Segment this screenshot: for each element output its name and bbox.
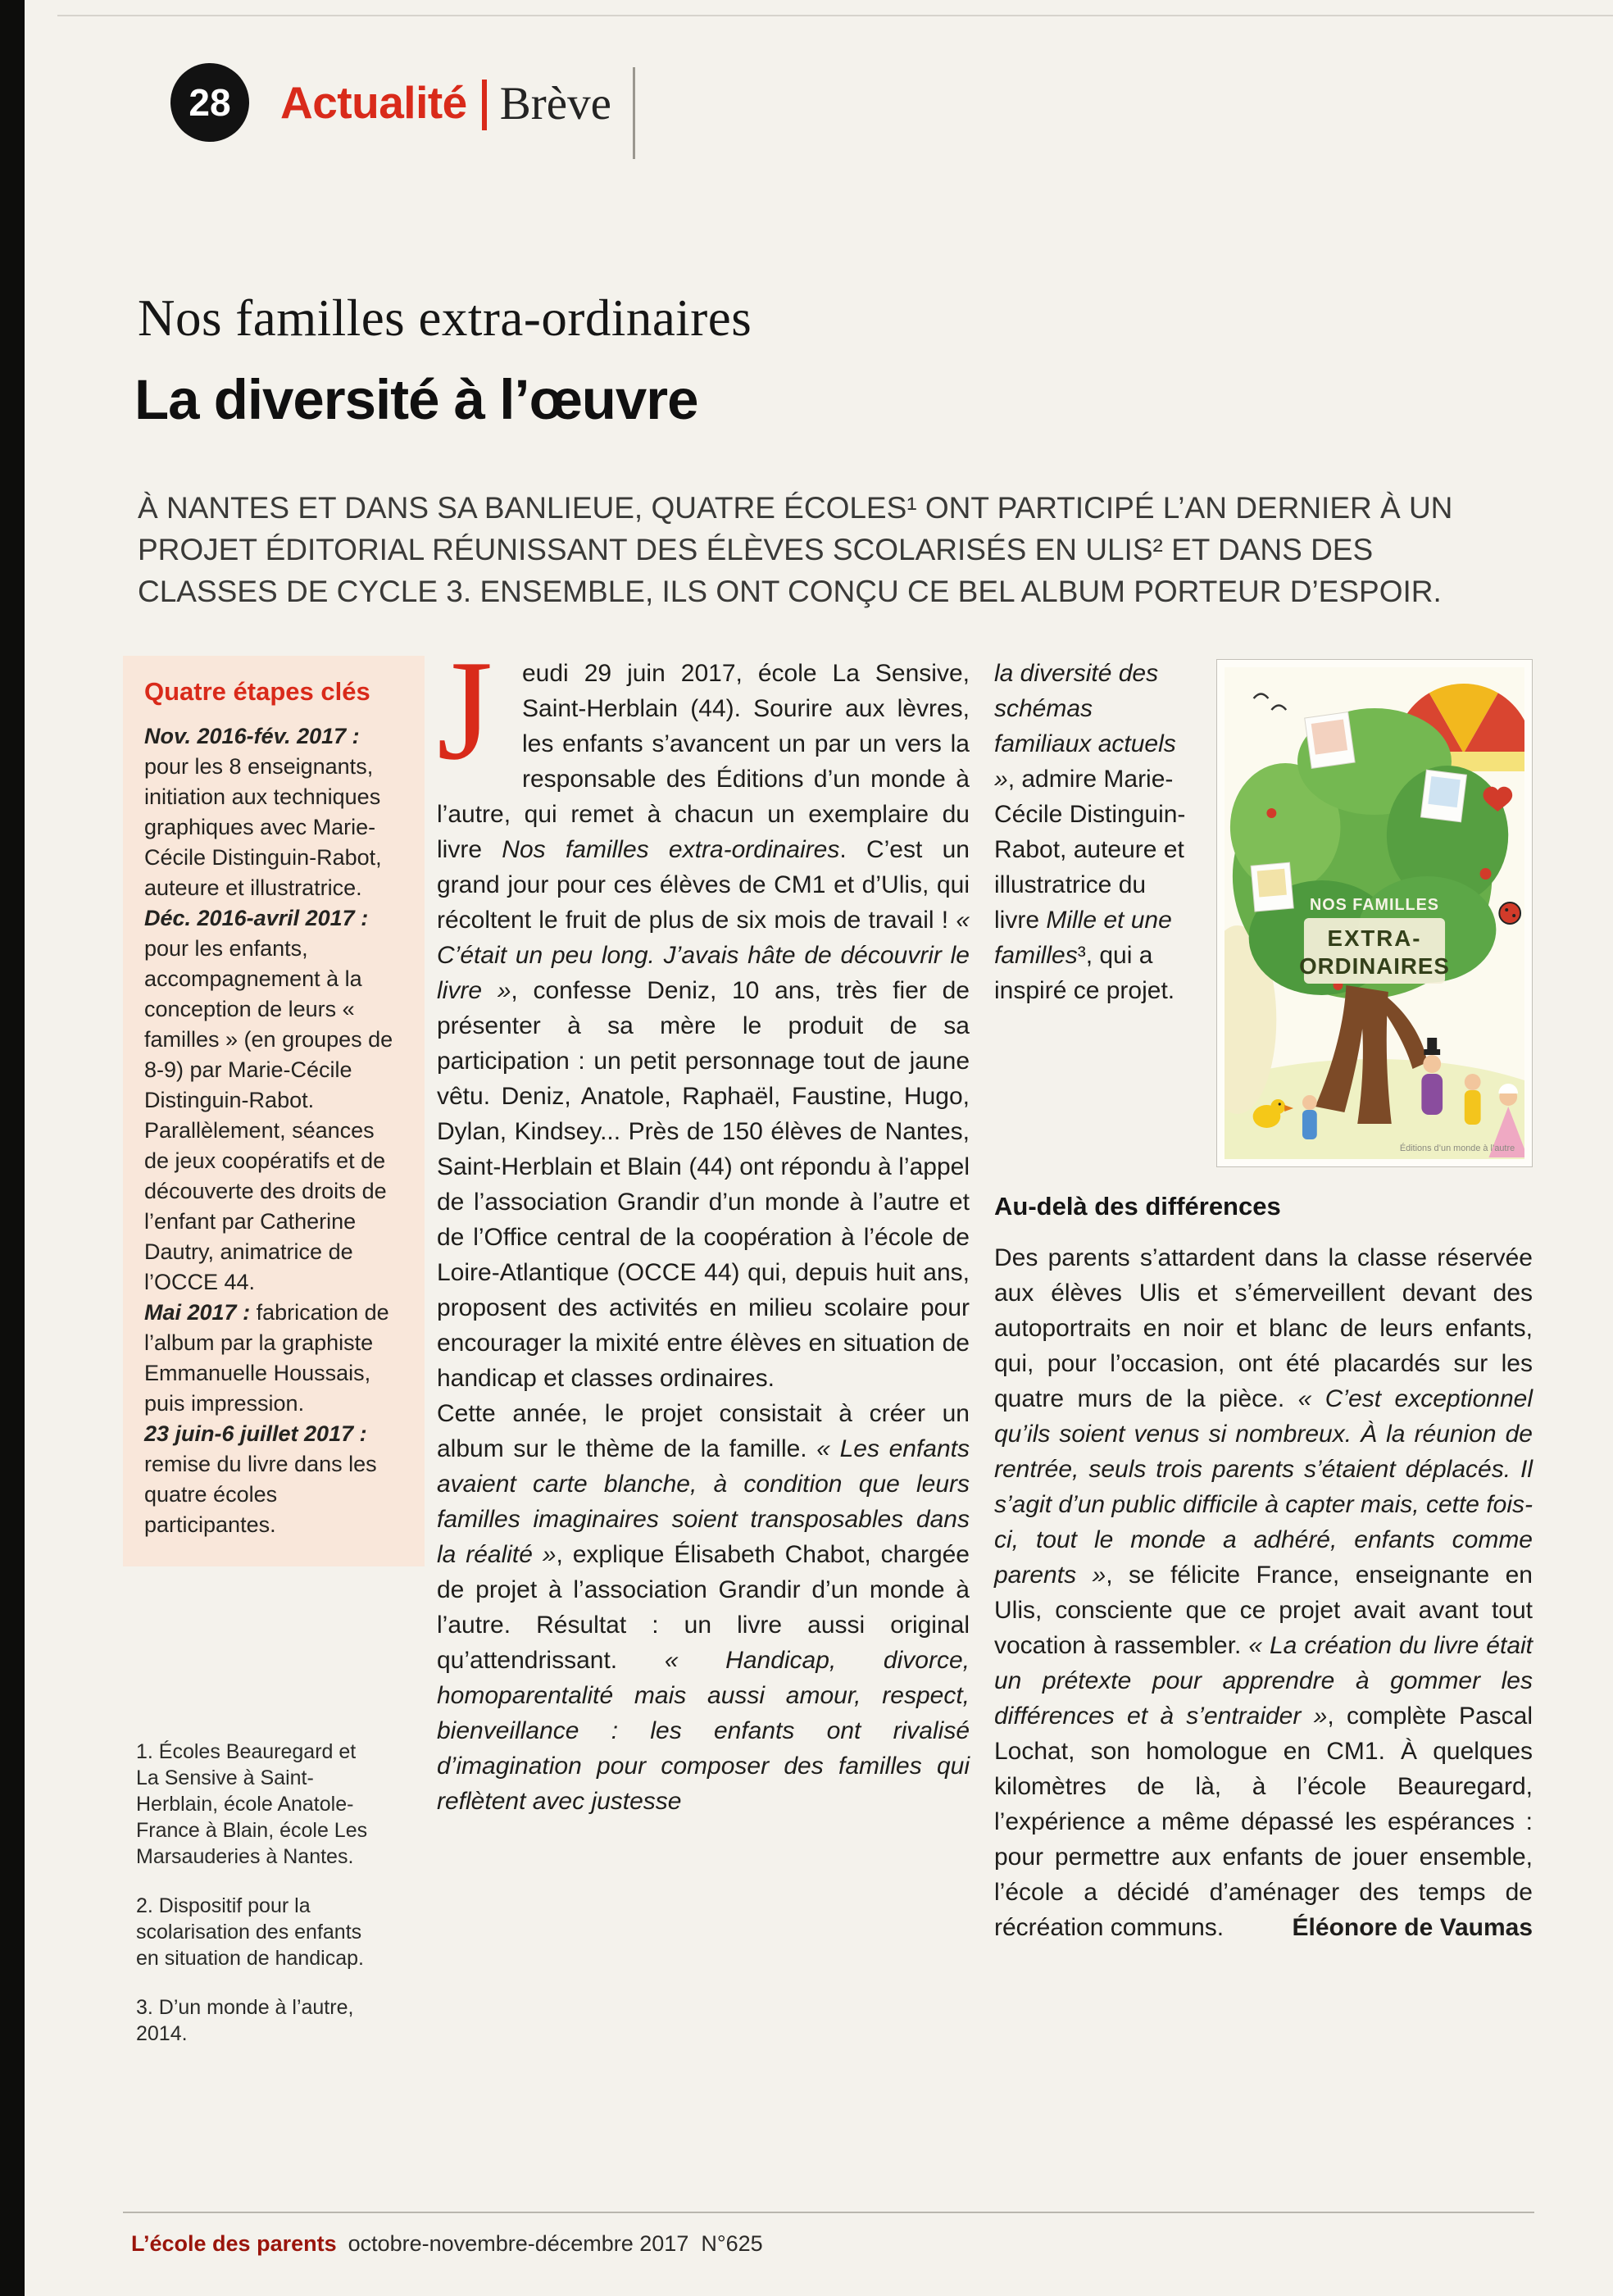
key-step-text: pour les enfants, accompagnement à la conception de leurs « familles » (en groupes de 8-9) par Marie-Cécile Distinguin-Rabot. Parallèlement, séances de jeux coopératifs et de découverte des droits de l’enfant par Catherine Dautry, animatrice de l’OCCE 44.	[144, 936, 393, 1294]
book-title	[1299, 896, 1450, 984]
footer-rule	[123, 2212, 1534, 2213]
key-step-text: fabrication de l’album par la graphiste Emmanuelle Houssais, puis impression.	[144, 1300, 389, 1416]
key-step-text: remise du livre dans les quatre écoles participantes.	[144, 1452, 377, 1537]
scan-edge-top	[57, 15, 1613, 16]
cover-title-mid: EXTRA-	[1327, 925, 1422, 952]
book-cover-illustration	[1225, 667, 1524, 1159]
key-step-date: Nov. 2016-fév. 2017 :	[144, 724, 360, 748]
key-steps-title: Quatre étapes clés	[144, 677, 370, 706]
key-step-date: 23 juin-6 juillet 2017 :	[144, 1421, 367, 1446]
paragraph-text: la diversité des schémas familiaux actuels », admire Marie-Cécile Distinguin-Rabot, auteure et illustratrice du livre Mille et une familles³, qui a inspiré ce projet.	[994, 660, 1186, 1004]
cover-title-bottom: ORDINAIRES	[1299, 952, 1450, 980]
dropcap: J	[437, 630, 493, 789]
key-step	[144, 1298, 403, 1419]
scan-edge	[0, 0, 25, 2296]
footnote: 2. Dispositif pour la scolarisation des enfants en situation de handicap.	[136, 1894, 364, 1970]
article-column-1	[437, 630, 970, 1819]
article-column-2	[994, 656, 1533, 1945]
paragraph-text: eudi 29 juin 2017, école La Sensive, Saint-Herblain (44). Sourire aux lèvres, les enfants s’avancent un par un vers la responsable des Éditions d’un monde à l’autre, qui remet à chacun un exemplaire du livre Nos familles extra-ordinaires. C’est un grand jour pour ces élèves de CM1 et d’Ulis, qui récoltent le fruit de plus de six mois de travail ! « C’était un peu long. J’avais hâte de découvrir le livre », confesse Deniz, 10 ans, très fier de présenter à sa mère le produit de sa participation : un petit personnage tout de jaune vêtu. Deniz, Anatole, Raphaël, Faustine, Hugo, Dylan, Kindsey... Près de 150 élèves de Nantes, Saint-Herblain et Blain (44) ont répondu à l’appel de l’association Grandir d’un monde à l’autre et de l’Office central de la coopération à l’école de Loire-Atlantique (OCCE 44) qui, depuis huit ans, proposent des activités en milieu scolaire pour encourager la mixité entre élèves en situation de handicap et classes ordinaires.	[437, 660, 970, 1392]
article-paragraph	[994, 1240, 1533, 1945]
key-steps-box	[123, 656, 425, 1566]
page-footer	[131, 2231, 763, 2257]
page-header	[170, 46, 635, 159]
key-step-date: Mai 2017 :	[144, 1300, 251, 1325]
cover-title-top: NOS FAMILLES	[1310, 895, 1439, 915]
rubric-divider	[633, 67, 635, 159]
footnote: 1. Écoles Beauregard et La Sensive à Saint-Herblain, école Anatole-France à Blain, école Les Marsauderies à Nantes.	[136, 1740, 368, 1868]
footnote: 3. D’un monde à l’autre, 2014.	[136, 1996, 354, 2045]
subheading: Au-delà des différences	[994, 1192, 1281, 1221]
key-step	[144, 903, 403, 1298]
rubric-label: Brève	[499, 77, 611, 130]
article-paragraph	[437, 1396, 970, 1819]
key-step-text: pour les 8 enseignants, initiation aux techniques graphiques avec Marie-Cécile Distinguin-Rabot, auteure et illustratrice.	[144, 754, 382, 900]
page-number: 28	[189, 81, 231, 124]
key-step-date: Déc. 2016-avril 2017 :	[144, 906, 369, 930]
section-label: Actualité	[280, 77, 467, 128]
book-cover	[1216, 659, 1533, 1167]
key-step	[144, 1419, 403, 1540]
page-number-badge	[170, 63, 249, 142]
article-paragraph	[437, 630, 970, 1396]
article-title: Nos familles extra-ordinaires	[138, 289, 752, 347]
author-signature: Éléonore de Vaumas	[1292, 1914, 1533, 1941]
magazine-name: L’école des parents	[131, 2231, 337, 2256]
standfirst: À NANTES ET DANS SA BANLIEUE, QUATRE ÉCOLES¹ ONT PARTICIPÉ L’AN DERNIER À UN PROJET ÉDITORIAL RÉUNISSANT DES ÉLÈVES SCOLARISÉS EN ULIS² ET DANS DES CLASSES DE CYCLE 3. ENSEMBLE, ILS ONT CONÇU CE BEL ALBUM PORTEUR D’ESPOIR.	[138, 491, 1453, 608]
article-subtitle: La diversité à l’œuvre	[134, 368, 698, 431]
cover-publisher: Éditions d’un monde à l’autre	[1399, 1143, 1515, 1154]
sidebar	[123, 656, 425, 2070]
paragraph-text: Cette année, le projet consistait à créer un album sur le thème de la famille. « Les enfants avaient carte blanche, à condition que leurs familles imaginaires soient transposables dans la réalité », explique Élisabeth Chabot, chargée de projet à l’association Grandir d’un monde à l’autre. Résultat : un livre aussi original qu’attendrissant. « Handicap, divorce, homoparentalité mais aussi amour, respect, bienveillance : les enfants ont rivalisé d’imagination pour composer des familles qui reflètent avec justesse	[437, 1400, 970, 1815]
footnotes	[123, 1739, 374, 2047]
key-step	[144, 721, 403, 903]
issue-info: octobre-novembre-décembre 2017 N°625	[348, 2231, 763, 2256]
paragraph-text: Des parents s’attardent dans la classe réservée aux élèves Ulis et s’émerveillent devant des autoportraits en noir et blanc de leurs enfants, qui, pour l’occasion, ont été placardés sur les quatre murs de la pièce. « C’est exceptionnel qu’ils soient venus si nombreux. À la réunion de rentrée, seuls trois parents s’étaient déplacés. Il s’agit d’un public difficile à capter mais, cette fois-ci, tout le monde a adhéré, enfants comme parents », se félicite France, enseignante en Ulis, consciente que ce projet avait avant tout vocation à rassembler. « La création du livre était un prétexte pour apprendre à gommer les différences et à s’entraider », complète Pascal Lochat, son homologue en CM1. À quelques kilomètres de là, à l’école Beauregard, l’expérience a même dépassé les espérances : pour permettre aux enfants de jouer ensemble, l’école a décidé d’aménager des temps de récréation communs.	[994, 1244, 1533, 1941]
section-divider	[482, 80, 487, 130]
